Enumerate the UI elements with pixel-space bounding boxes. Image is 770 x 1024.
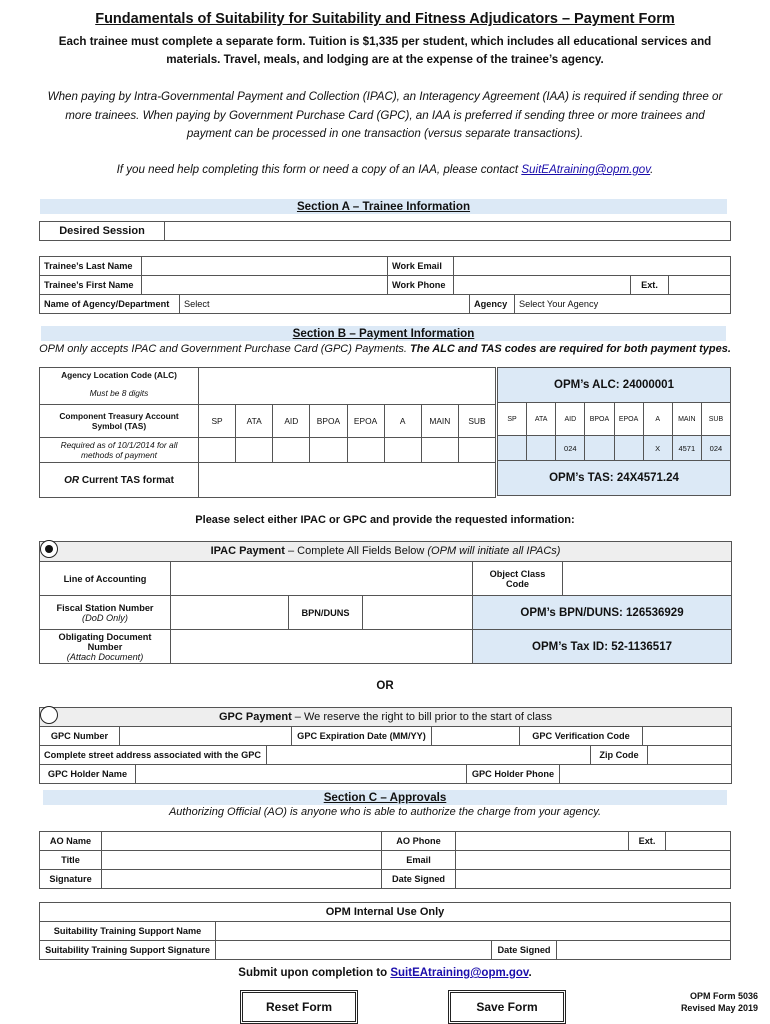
gpc-expiration-input[interactable] (432, 727, 520, 746)
gpc-street-input[interactable] (267, 746, 591, 765)
support-signature-input[interactable] (216, 941, 492, 960)
obligating-sub: (Attach Document) (66, 651, 144, 662)
save-form-button[interactable]: Save Form (448, 990, 566, 1024)
gpc-number-input[interactable] (120, 727, 292, 746)
gpc-title: GPC Payment (219, 711, 292, 723)
gpc-holder-name-label: GPC Holder Name (40, 765, 136, 784)
ipac-title-note: (OPM will initiate all IPACs) (427, 545, 561, 557)
section-a-heading (40, 199, 727, 214)
last-name-label: Trainee’s Last Name (40, 257, 142, 276)
ao-title-input[interactable] (102, 851, 382, 870)
current-tas-label (40, 463, 199, 498)
support-date-label: Date Signed (492, 941, 557, 960)
tas-input-a[interactable] (384, 438, 421, 463)
section-b-note-bold: The ALC and TAS codes are required for both payment types. (410, 343, 731, 355)
ipac-note-line-3: payment can be processed in one transaction (versus separate transactions). (186, 127, 584, 140)
ao-name-input[interactable] (102, 832, 382, 851)
line-of-accounting-input[interactable] (171, 562, 473, 596)
tas-col-bpoa: BPOA (310, 405, 347, 438)
ipac-note-line-1: When paying by Intra-Governmental Payment and Collection (IPAC), an Interagency Agreement (IAA) is required if sending three or (47, 90, 723, 103)
agency-dept-label: Name of Agency/Department (40, 295, 180, 314)
opm-tas-aid: 024 (556, 436, 585, 461)
ext-input[interactable] (669, 276, 731, 295)
reset-form-button[interactable]: Reset Form (240, 990, 358, 1024)
section-b-note (0, 340, 770, 359)
tas-input-sub[interactable] (458, 438, 495, 463)
opm-codes-table (497, 367, 731, 496)
intro-text (40, 33, 730, 69)
object-class-input[interactable] (563, 562, 732, 596)
last-name-input[interactable] (142, 257, 388, 276)
submit-email-link[interactable]: SuitEAtraining@opm.gov (390, 967, 529, 979)
tas-col-aid: AID (273, 405, 310, 438)
opm-bpn-duns: OPM’s BPN/DUNS: 126536929 (473, 596, 732, 630)
opm-tas-col-sub: SUB (701, 403, 730, 436)
ao-signature-input[interactable] (102, 870, 382, 889)
tas-col-sub: SUB (458, 405, 495, 438)
work-email-label: Work Email (388, 257, 454, 276)
work-email-input[interactable] (454, 257, 731, 276)
ipac-table (39, 561, 732, 664)
fiscal-station-input[interactable] (171, 596, 289, 630)
tas-col-a: A (384, 405, 421, 438)
section-b-title: Section B – Payment Information (292, 327, 475, 340)
section-a-title: Section A – Trainee Information (296, 200, 471, 213)
tas-input-ata[interactable] (236, 438, 273, 463)
obligating-input[interactable] (171, 630, 473, 664)
opm-tas-a: X (643, 436, 672, 461)
alc-label-cell (40, 368, 199, 405)
tas-col-sp: SP (199, 405, 236, 438)
opm-tas-main: 4571 (672, 436, 701, 461)
gpc-street-label: Complete street address associated with the GPC (40, 746, 267, 765)
tas-input-bpoa[interactable] (310, 438, 347, 463)
opm-tas-col-main: MAIN (672, 403, 701, 436)
section-b-note-plain: OPM only accepts IPAC and Government Purchase Card (GPC) Payments. (39, 343, 410, 355)
opm-tas-sub: 024 (701, 436, 730, 461)
tas-label: Component Treasury Account Symbol (TAS) (40, 405, 199, 438)
ao-email-label: Email (382, 851, 456, 870)
gpc-verification-input[interactable] (643, 727, 732, 746)
support-name-label: Suitability Training Support Name (40, 922, 216, 941)
ao-name-label: AO Name (40, 832, 102, 851)
intro-line-2: materials. Travel, meals, and lodging are at the expense of the trainee’s agency. (166, 53, 604, 66)
support-date-input[interactable] (557, 941, 731, 960)
object-class-label: Object Class Code (473, 562, 563, 596)
fiscal-station-text: Fiscal Station Number (56, 602, 154, 613)
intro-line-1: Each trainee must complete a separate form. Tuition is $1,335 per student, which includes all educational services and (58, 35, 712, 48)
opm-tas-ata (527, 436, 556, 461)
opm-tas-col-ata: ATA (527, 403, 556, 436)
trainee-info-table (39, 256, 731, 295)
bpn-duns-label: BPN/DUNS (289, 596, 363, 630)
help-email-link[interactable]: SuitEAtraining@opm.gov (521, 163, 651, 176)
gpc-table-row2 (39, 745, 732, 765)
section-c-note: Authorizing Official (AO) is anyone who is able to authorize the charge from your agency. (168, 806, 602, 818)
ipac-title: IPAC Payment (210, 545, 285, 557)
alc-sub: Must be 8 digits (89, 388, 149, 398)
gpc-radio[interactable] (40, 706, 58, 724)
first-name-label: Trainee’s First Name (40, 276, 142, 295)
alc-label: Agency Location Code (ALC) (61, 370, 177, 380)
ao-phone-input[interactable] (456, 832, 629, 851)
form-number (640, 990, 758, 1014)
gpc-zip-input[interactable] (648, 746, 732, 765)
support-name-input[interactable] (216, 922, 731, 941)
opm-alc: OPM’s ALC: 24000001 (498, 368, 731, 403)
desired-session-row (39, 221, 731, 241)
gpc-holder-phone-input[interactable] (560, 765, 732, 784)
submit-body: Submit upon completion to (238, 967, 391, 979)
line-of-accounting-label: Line of Accounting (40, 562, 171, 596)
ao-signature-label: Signature (40, 870, 102, 889)
current-tas-input[interactable] (199, 463, 496, 498)
current-tas-text: Current TAS format (79, 474, 174, 486)
approvals-table (39, 831, 731, 889)
tas-input-sp[interactable] (199, 438, 236, 463)
ipac-radio[interactable] (40, 540, 58, 558)
opm-tas-col-bpoa: BPOA (585, 403, 614, 436)
bpn-duns-input[interactable] (363, 596, 473, 630)
submit-period: . (528, 967, 532, 979)
gpc-number-label: GPC Number (40, 727, 120, 746)
ao-phone-label: AO Phone (382, 832, 456, 851)
tas-input-epoa[interactable] (347, 438, 384, 463)
ipac-note-line-2: more trainees. When paying by Government Purchase Card (GPC), an IAA is preferred if sending three or more trainees and (65, 108, 705, 122)
desired-session-label: Desired Session (40, 222, 165, 241)
work-phone-label: Work Phone (388, 276, 454, 295)
form-number-text: OPM Form 5036 (689, 991, 758, 1001)
agency-dept-select[interactable]: Select (180, 295, 470, 314)
opm-tas-col-aid: AID (556, 403, 585, 436)
gpc-table-row1 (39, 726, 732, 746)
gpc-header (39, 707, 732, 727)
gpc-title-rest: – We reserve the right to bill prior to the start of class (291, 711, 552, 723)
ipac-title-rest: – Complete All Fields Below (284, 545, 428, 557)
tas-input-aid[interactable] (273, 438, 310, 463)
section-b-heading (41, 326, 726, 341)
ao-ext-input[interactable] (666, 832, 731, 851)
section-c-title: Section C – Approvals (323, 791, 447, 804)
revised-date: Revised May 2019 (680, 1003, 758, 1013)
current-tas-or: OR (64, 474, 80, 486)
ao-email-input[interactable] (456, 851, 731, 870)
ao-date-signed-input[interactable] (456, 870, 731, 889)
gpc-expiration-label: GPC Expiration Date (MM/YY) (292, 727, 432, 746)
agency-label: Agency (470, 295, 515, 314)
agency-row (39, 294, 731, 314)
help-period: . (650, 163, 654, 176)
tas-input-main[interactable] (421, 438, 458, 463)
support-signature-label: Suitability Training Support Signature (40, 941, 216, 960)
tas-col-main: MAIN (421, 405, 458, 438)
ao-date-signed-label: Date Signed (382, 870, 456, 889)
alc-input[interactable] (199, 368, 496, 405)
opm-tas-bpoa (585, 436, 614, 461)
gpc-zip-label: Zip Code (591, 746, 648, 765)
opm-tas-col-epoa: EPOA (614, 403, 643, 436)
tas-sub: Required as of 10/1/2014 for all methods of payment (40, 438, 199, 463)
gpc-holder-phone-label: GPC Holder Phone (467, 765, 560, 784)
help-text (0, 161, 770, 180)
agency-select[interactable]: Select Your Agency (515, 295, 731, 314)
fiscal-station-label (40, 596, 171, 630)
form-title: Fundamentals of Suitability for Suitability and Fitness Adjudicators – Payment Form (95, 11, 675, 27)
gpc-holder-name-input[interactable] (136, 765, 467, 784)
opm-tas: OPM’s TAS: 24X4571.24 (498, 461, 731, 496)
opm-tas-epoa (614, 436, 643, 461)
gpc-table-row3 (39, 764, 732, 784)
help-text-body: If you need help completing this form or need a copy of an IAA, please contact (116, 163, 522, 176)
opm-tas-col-sp: SP (498, 403, 527, 436)
work-phone-input[interactable] (454, 276, 631, 295)
first-name-input[interactable] (142, 276, 388, 295)
agency-codes-table (39, 367, 496, 498)
tas-col-ata: ATA (236, 405, 273, 438)
ipac-gpc-note (20, 88, 750, 144)
internal-use-heading: OPM Internal Use Only (40, 903, 731, 922)
ipac-header (39, 541, 732, 562)
obligating-label (40, 630, 171, 664)
or-divider: OR (376, 680, 394, 692)
select-prompt: Please select either IPAC or GPC and provide the requested information: (195, 514, 575, 526)
opm-tas-sp (498, 436, 527, 461)
ao-ext-label: Ext. (629, 832, 666, 851)
ao-title-label: Title (40, 851, 102, 870)
gpc-verification-label: GPC Verification Code (520, 727, 643, 746)
opm-tas-col-a: A (643, 403, 672, 436)
desired-session-input[interactable] (165, 222, 731, 241)
ext-label: Ext. (631, 276, 669, 295)
tas-col-epoa: EPOA (347, 405, 384, 438)
internal-use-table (39, 902, 731, 960)
opm-tax-id: OPM’s Tax ID: 52-1136517 (473, 630, 732, 664)
fiscal-station-sub: (DoD Only) (82, 612, 128, 623)
obligating-text: Obligating Document Number (58, 631, 152, 652)
submit-text (0, 967, 770, 979)
